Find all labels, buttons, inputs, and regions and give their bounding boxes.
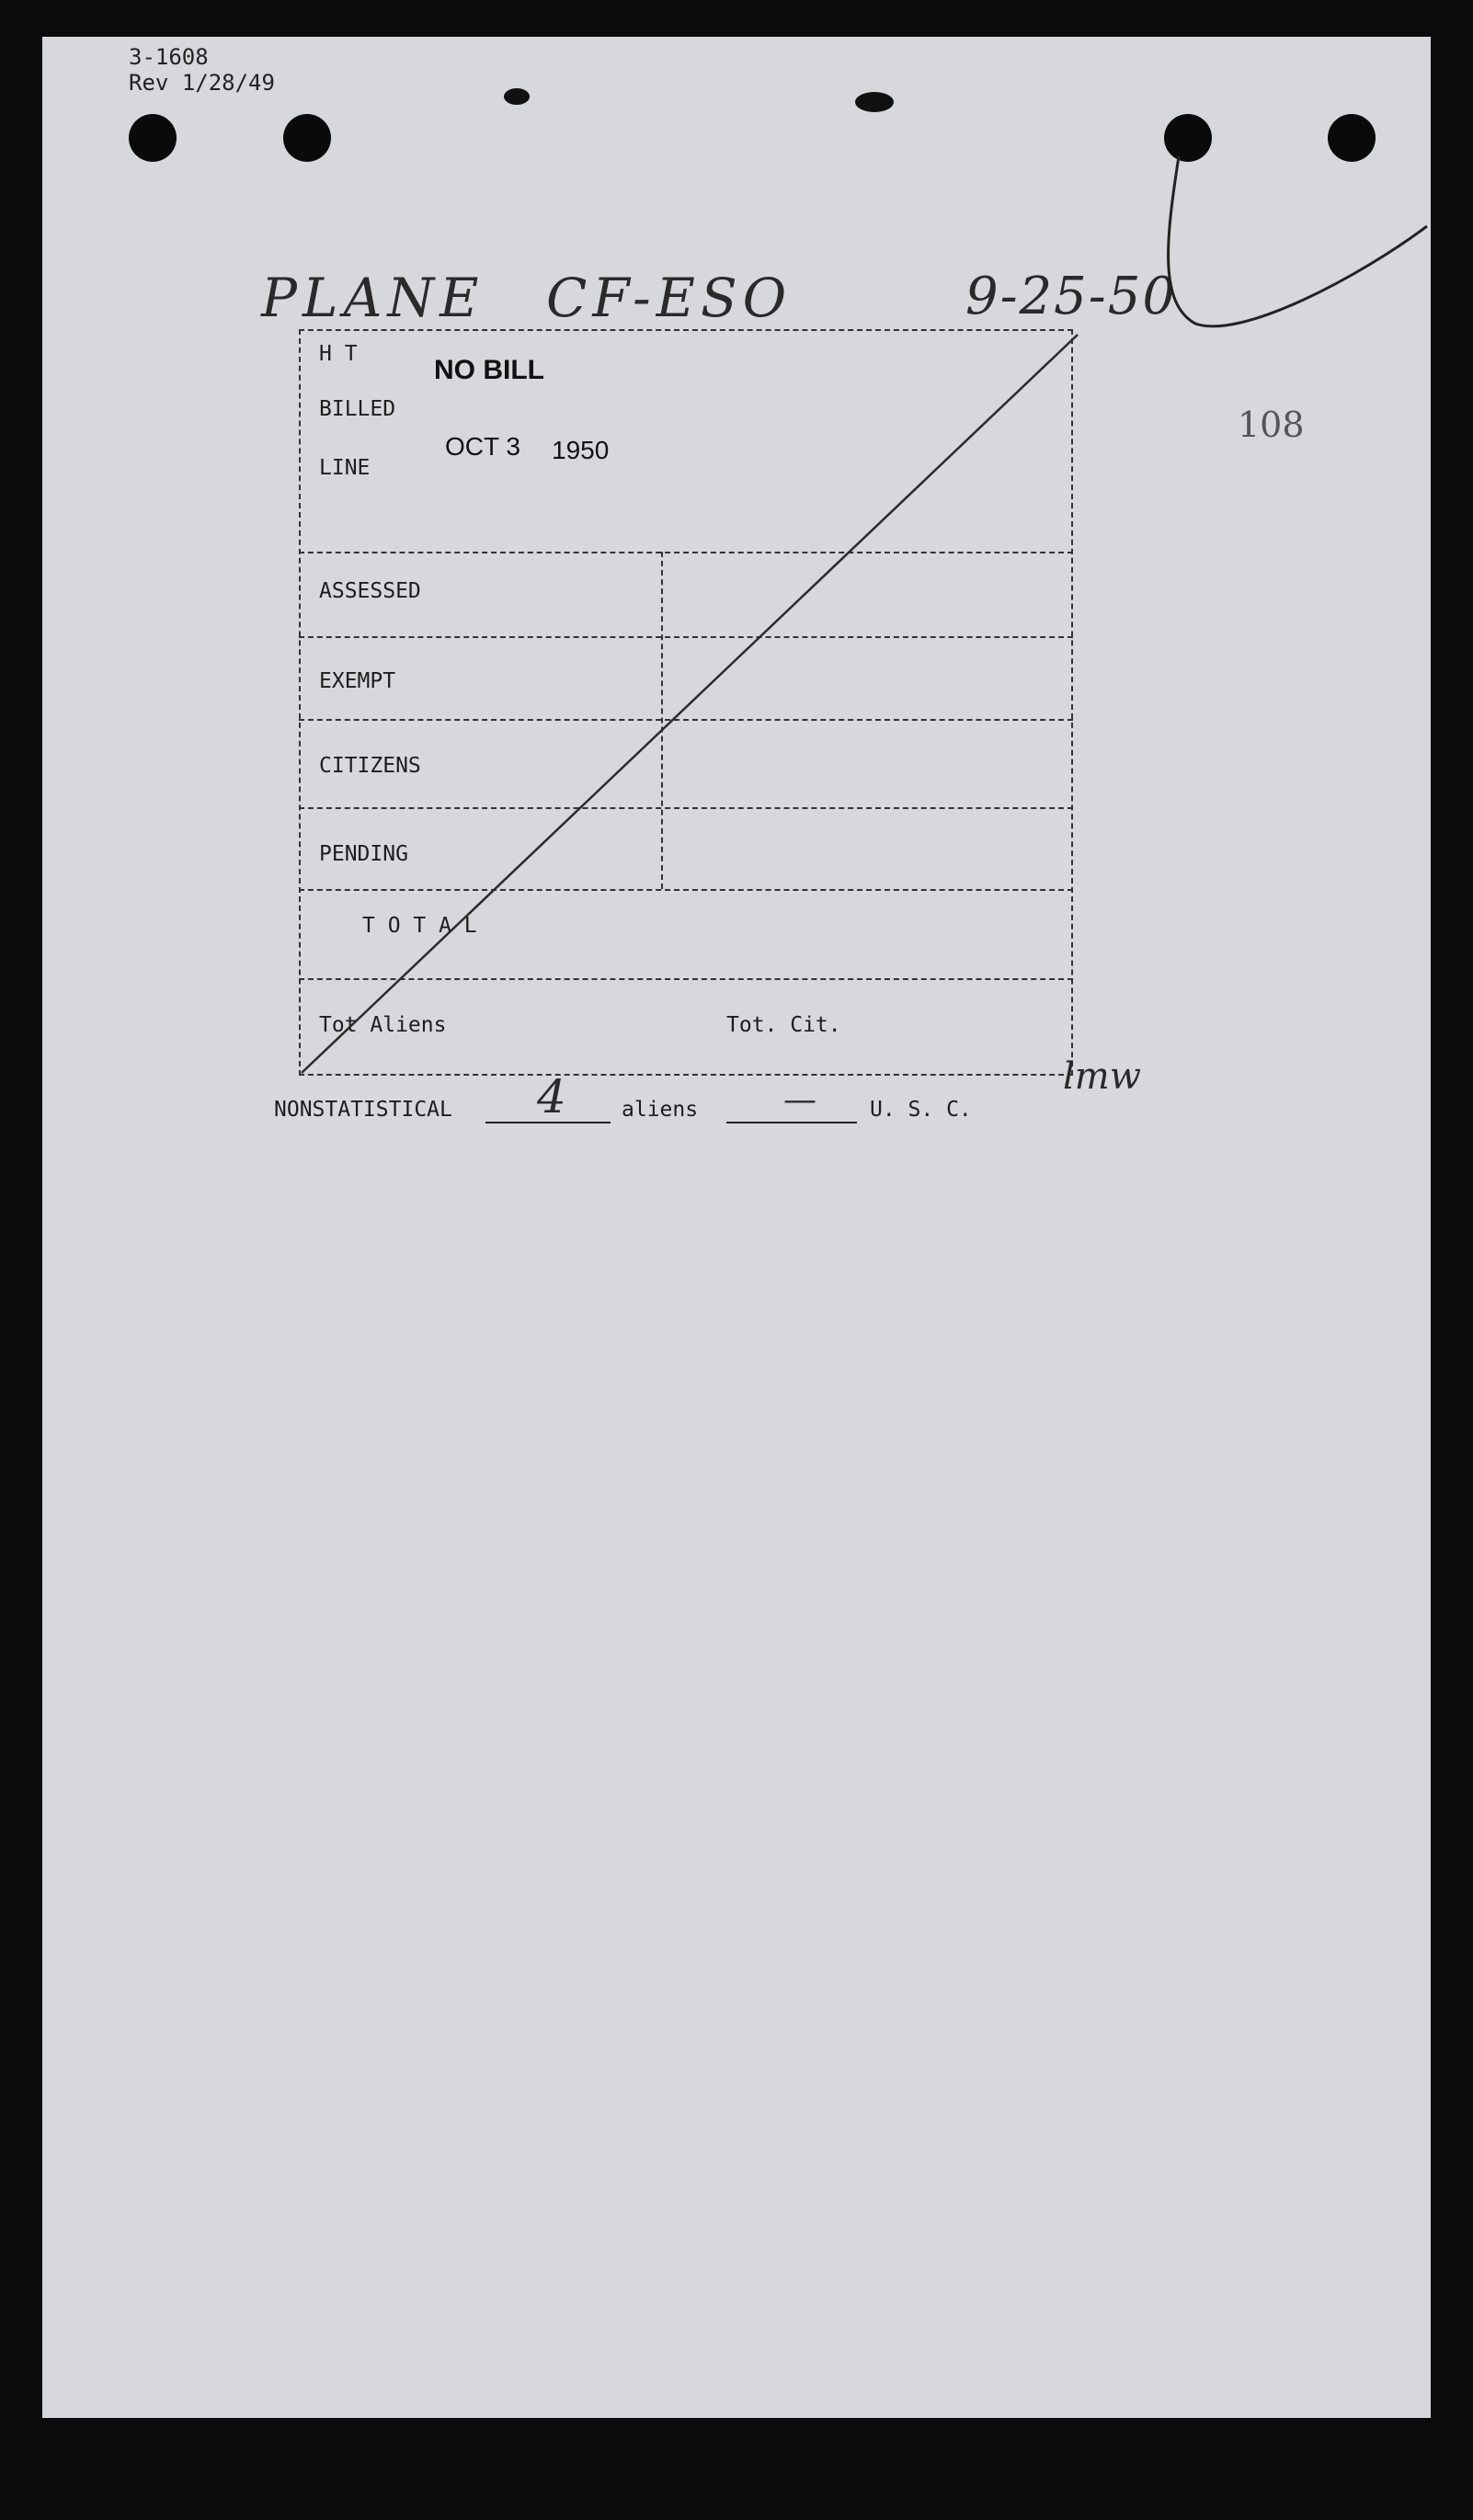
- line-label: LINE: [319, 456, 371, 480]
- stamp-date-year: 1950: [552, 436, 610, 464]
- usc-value: —: [783, 1081, 816, 1119]
- no-bill-stamp: NO BILL: [434, 355, 544, 385]
- usc-label: U. S. C.: [870, 1098, 972, 1122]
- corner-pen-stroke: [1169, 156, 1427, 326]
- page-number: 108: [1238, 405, 1305, 445]
- row-label-assessed: ASSESSED: [319, 579, 421, 603]
- total-label: T O T A L: [362, 914, 477, 938]
- handwritten-initials: lmw: [1063, 1055, 1141, 1098]
- stamp-date-month-day: OCT 3: [445, 432, 520, 461]
- form-number: 3-1608: [129, 44, 209, 70]
- billed-label: BILLED: [319, 397, 396, 421]
- row-label-citizens: CITIZENS: [319, 754, 421, 778]
- row-label-exempt: EXEMPT: [319, 669, 396, 693]
- aliens-label: aliens: [622, 1098, 699, 1122]
- handwritten-plane: PLANE: [261, 267, 485, 329]
- handwritten-flight: CF-ESO: [546, 267, 793, 329]
- tot-cit-label: Tot. Cit.: [726, 1013, 841, 1037]
- row-label-pending: PENDING: [319, 842, 408, 866]
- aliens-value: 4: [537, 1070, 566, 1123]
- handwritten-date: 9-25-50: [965, 267, 1177, 326]
- nonstatistical-label: NONSTATISTICAL: [274, 1098, 452, 1122]
- cancel-diagonal-stroke: [302, 335, 1078, 1073]
- tot-aliens-label: Tot Aliens: [319, 1013, 447, 1037]
- form-revision: Rev 1/28/49: [129, 70, 275, 96]
- ht-label: H T: [319, 342, 358, 366]
